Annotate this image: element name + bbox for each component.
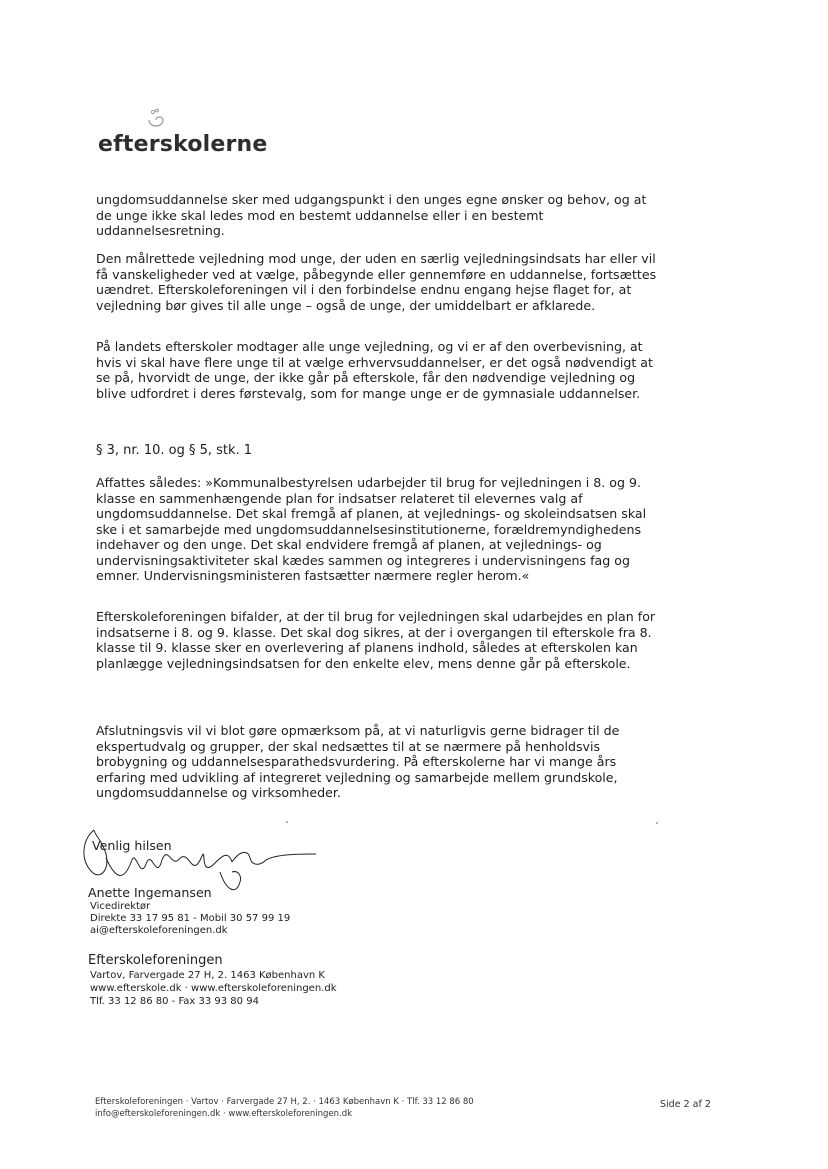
footer-line-2: info@efterskoleforeningen.dk · www.efterskoleforeningen.dk <box>95 1109 353 1119</box>
organization-address: Vartov, Farvergade 27 H, 2. 1463 København K <box>90 970 325 981</box>
greeting: Venlig hilsen <box>92 838 172 853</box>
section-heading: § 3, nr. 10. og § 5, stk. 1 <box>96 443 253 458</box>
organization-websites[interactable]: www.efterskole.dk · www.efterskoleforeningen.dk <box>90 983 337 994</box>
signer-phones: Direkte 33 17 95 81 - Mobil 30 57 99 19 <box>90 913 291 924</box>
organization-name: Efterskoleforeningen <box>88 953 223 968</box>
scan-speck <box>656 822 658 824</box>
page-footer <box>95 1096 474 1120</box>
signer-email[interactable]: ai@efterskoleforeningen.dk <box>90 925 228 936</box>
paragraph-3: På landets efterskoler modtager alle unge vejledning, og vi er af den overbevisning, at hvis vi skal have flere unge til at vælge erhvervsuddannelser, er det også nødvendigt at se på, hvorvidt de unge, der ikke går på efterskole, får den nødvendige vejledning og blive udfordret i deres førstevalg, som for mange unge er de gymnasiale uddannelser. <box>96 339 653 401</box>
footer-line-1: Efterskoleforeningen · Vartov · Farvergade 27 H, 2. · 1463 København K · Tlf. 33 12 86 80 <box>95 1097 474 1107</box>
page-number: Side 2 af 2 <box>660 1099 711 1110</box>
logo-swirl-icon <box>146 108 166 130</box>
signer-name: Anette Ingemansen <box>88 885 212 900</box>
paragraph-6: Afslutningsvis vil vi blot gøre opmærksom på, at vi naturligvis gerne bidrager til de ekspertudvalg og grupper, der skal nedsættes til at se nærmere på henholdsvis brobygning og uddannelsesparathedsvurdering. På efterskolerne har vi mange års erfaring med udvikling af integreret vejledning og samarbejde mellem grundskole, ungdomsuddannelse og virksomheder. <box>96 723 620 800</box>
paragraph-2: Den målrettede vejledning mod unge, der uden en særlig vejledningsindsats har eller vil få vanskeligheder ved at vælge, påbegynde eller gennemføre en uddannelse, fortsættes uændret. Efterskoleforeningen vil i den forbindelse endnu engang hejse flaget for, at vejledning bør gives til alle unge – også de unge, der umiddelbart er afklarede. <box>96 251 657 313</box>
organization-phone: Tlf. 33 12 86 80 - Fax 33 93 80 94 <box>90 996 259 1007</box>
signer-title: Vicedirektør <box>90 901 151 912</box>
paragraph-5: Efterskoleforeningen bifalder, at der til brug for vejledningen skal udarbejdes en plan for indsatserne i 8. og 9. klasse. Det skal dog sikres, at der i overgangen til efterskole fra 8. klasse til 9. klasse sker en overlevering af planens indhold, således at efterskolen kan planlægge vejledningsindsatsen for den enkelte elev, mens denne går på efterskole. <box>96 609 656 671</box>
logo-wordmark: efterskolerne <box>98 132 268 157</box>
paragraph-4: Affattes således: »Kommunalbestyrelsen udarbejder til brug for vejledningen i 8. og 9. klasse en sammenhængende plan for indsatser relateret til elevernes valg af ungdomsuddannelse. Det skal fremgå af planen, at vejlednings- og skoleindsatsen skal ske i et samarbejde med ungdomsuddannelsesinstitutionerne, forældremyndighedens indehaver og den unge. Det skal endvidere fremgå af planen, at vejlednings- og undervisningsaktiviteter skal kædes sammen og integreres i undervisningens fag og emner. Undervisningsministeren fastsætter nærmere regler herom.« <box>96 475 647 583</box>
paragraph-1: ungdomsuddannelse sker med udgangspunkt i den unges egne ønsker og behov, og at de unge ikke skal ledes mod en bestemt uddannelse eller i en bestemt uddannelsesretning. <box>96 192 647 238</box>
